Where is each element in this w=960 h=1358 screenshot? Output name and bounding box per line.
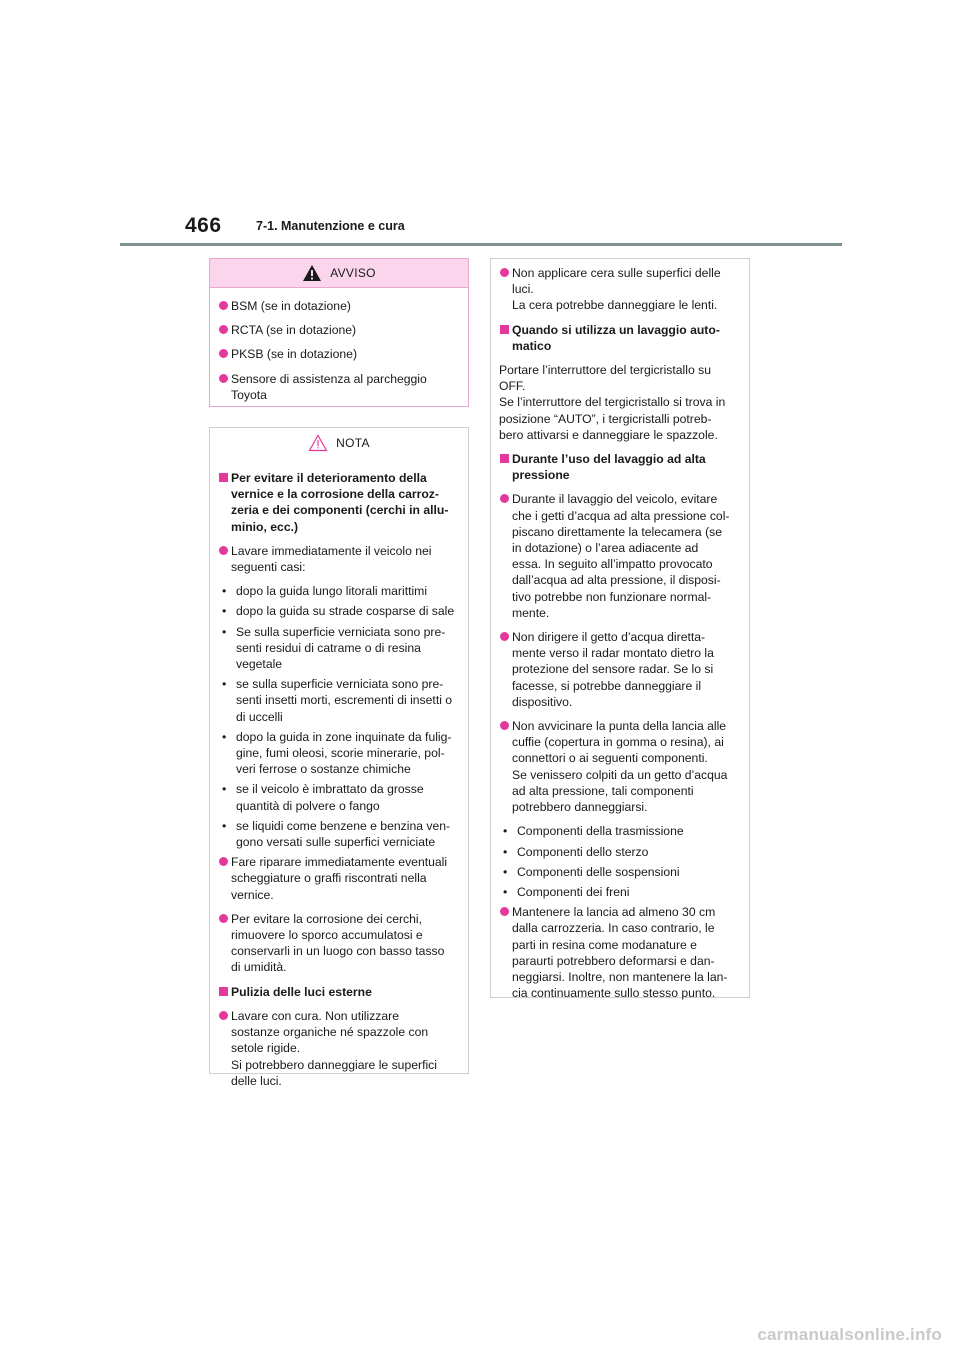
text-line: • dopo la guida su strade cosparse di sale — [236, 604, 455, 619]
text-line: Non dirigere il getto d’acqua diretta- — [512, 630, 706, 645]
text-line: setole rigide. — [231, 1041, 301, 1056]
text-line: Non applicare cera sulle superfici delle — [512, 266, 721, 280]
list-item — [499, 844, 739, 860]
text-line: La cera potrebbe danneggiare le lenti. — [512, 298, 718, 313]
section-heading — [218, 470, 458, 535]
text-line: Portare l’interruttore del tergicristallo su — [499, 363, 712, 378]
text-line: Durante l’uso del lavaggio ad alta — [512, 452, 706, 467]
text-line: senti insetti morti, escrementi di insetti o — [236, 693, 453, 708]
text-line: veri ferrose o sostanze chimiche — [236, 762, 411, 777]
text-line: • Se sulla superficie verniciata sono pre- — [236, 624, 446, 639]
text-line: RCTA (se in dotazione) — [231, 323, 357, 338]
text-line: • Componenti dei freni — [517, 884, 630, 899]
text-line: Fare riparare immediatamente eventuali — [231, 855, 448, 870]
note-box-right-body — [491, 259, 749, 1015]
text-line: essa. In seguito all’impatto provocato — [512, 557, 713, 572]
list-item — [218, 781, 458, 813]
list-item — [218, 624, 458, 673]
text-line: • dopo la guida lungo litorali marittimi — [236, 584, 428, 599]
text-line: vegetale — [236, 657, 283, 672]
list-item — [218, 583, 458, 599]
text-line: Sensore di assistenza al parcheggio — [231, 371, 427, 386]
text-line: facesse, si potrebbe danneggiare il — [512, 678, 702, 693]
list-item — [218, 346, 458, 362]
text-line: zeria e dei componenti (cerchi in allu- — [231, 503, 449, 518]
text-line: connettori o ai seguenti componenti. — [512, 751, 708, 766]
text-line: Lavare con cura. Non utilizzare — [231, 1008, 400, 1023]
list-item — [499, 718, 739, 815]
text-line: cuffie (copertura in gomma o resina), ai — [512, 735, 724, 750]
text-line: Si potrebbero danneggiare le superfici — [231, 1057, 437, 1072]
list-item — [499, 823, 739, 839]
list-item — [499, 904, 739, 1001]
text-line: Mantenere la lancia ad almeno 30 cm — [512, 905, 716, 920]
text-line: di uccelli — [236, 709, 283, 724]
list-item — [499, 491, 739, 621]
text-line: Per evitare il deterioramento della — [231, 471, 427, 485]
text-line: gine, fumi oleosi, scorie minerarie, pol- — [236, 746, 445, 761]
text-line: • se sulla superficie verniciata sono pre- — [236, 677, 444, 692]
text-line: • Componenti delle sospensioni — [517, 864, 680, 879]
section-heading — [499, 451, 739, 483]
list-item — [499, 884, 739, 900]
text-line: che i getti d’acqua ad alta pressione col- — [512, 508, 730, 523]
text-line: PKSB (se in dotazione) — [231, 347, 358, 362]
warning-box-body — [210, 288, 468, 417]
text-line: dall’acqua ad alta pressione, il disposi- — [512, 573, 721, 588]
page-number: 466 — [185, 214, 222, 237]
list-item — [499, 265, 739, 314]
text-line: pressione — [512, 468, 570, 483]
text-line: neggiarsi. Inoltre, non mantenere la lan- — [512, 969, 728, 984]
list-item — [218, 911, 458, 976]
text-line: mente verso il radar montato dietro la — [512, 646, 714, 661]
text-line: seguenti casi: — [231, 560, 306, 575]
list-item — [499, 864, 739, 880]
text-line: Lavare immediatamente il veicolo nei — [231, 543, 432, 558]
text-line: rimuovere lo sporco accumulatosi e — [231, 928, 423, 943]
text-line: tivo potrebbe non funzionare normal- — [512, 589, 712, 604]
warning-triangle-icon — [302, 264, 322, 282]
caution-triangle-icon — [308, 434, 328, 452]
list-item — [218, 298, 458, 314]
text-line: cia continuamente sullo stesso punto. — [512, 986, 716, 1001]
text-line: Durante il lavaggio del veicolo, evitare — [512, 492, 718, 507]
text-line: parti in resina come modanature e — [512, 937, 697, 952]
text-line: scheggiature o graffi riscontrati nella — [231, 871, 427, 886]
list-item — [218, 322, 458, 338]
text-line: luci. — [512, 282, 534, 297]
note-box-title: NOTA — [336, 436, 370, 450]
text-line: vernice. — [231, 887, 274, 902]
text-line: di umidità. — [231, 960, 287, 975]
text-line: Se venissero colpiti da un getto d’acqua — [512, 767, 728, 782]
list-item — [218, 676, 458, 725]
section-heading — [218, 984, 458, 1000]
text-line: delle luci. — [231, 1073, 282, 1088]
text-line: posizione “AUTO”, i tergicristalli potreb- — [499, 411, 712, 426]
text-line: Se l’interruttore del tergicristallo si trova in — [499, 395, 726, 410]
text-line: • se liquidi come benzene e benzina ven- — [236, 818, 451, 833]
text-line: piscano direttamente la telecamera (se — [512, 524, 723, 539]
section-title: 7-1. Manutenzione e cura — [256, 219, 405, 233]
text-line: matico — [512, 338, 552, 353]
text-line: Toyota — [231, 387, 267, 402]
text-line: conservarli in un luogo con basso tasso — [231, 944, 445, 959]
text-line: • Componenti dello sterzo — [517, 844, 649, 859]
text-line: Per evitare la corrosione dei cerchi, — [231, 911, 423, 926]
list-item — [218, 729, 458, 778]
text-line: protezione del sensore radar. Se lo si — [512, 662, 714, 677]
text-line: BSM (se in dotazione) — [231, 299, 351, 313]
text-line: paraurti potrebbero deformarsi e dan- — [512, 953, 715, 968]
text-line: • se il veicolo è imbrattato da grosse — [236, 782, 424, 797]
text-line: senti residui di catrame o di resina — [236, 640, 421, 655]
text-line: mente. — [512, 605, 550, 620]
text-line: vernice e la corrosione della carroz- — [231, 487, 439, 502]
header-rule — [120, 243, 842, 246]
section-heading — [499, 322, 739, 354]
note-box-left — [209, 427, 469, 1088]
note-box-header — [210, 428, 468, 458]
list-item — [499, 629, 739, 710]
text-line: gono versati sulle superfici verniciate — [236, 835, 436, 850]
footer-watermark: carmanualsonline.info — [757, 1325, 942, 1344]
text-line: in dotazione) o l’area adiacente ad — [512, 541, 699, 556]
warning-box-title: AVVISO — [330, 266, 376, 280]
text-line: Pulizia delle luci esterne — [231, 984, 372, 999]
text-line: minio, ecc.) — [231, 519, 299, 534]
list-item — [218, 854, 458, 903]
list-item — [218, 1008, 458, 1089]
list-item — [499, 362, 739, 443]
text-line: sostanze organiche né spazzole con — [231, 1025, 429, 1040]
text-line: quantità di polvere o fango — [236, 798, 380, 813]
text-line: ad alta pressione, tali componenti — [512, 783, 694, 798]
text-line: • Componenti della trasmissione — [517, 824, 684, 839]
warning-box — [209, 258, 469, 407]
text-line: OFF. — [499, 379, 526, 394]
text-line: dalla carrozzeria. In caso contrario, le — [512, 921, 715, 936]
list-item — [218, 818, 458, 850]
text-line: • dopo la guida in zone inquinate da fulig- — [236, 729, 452, 744]
list-item — [218, 603, 458, 619]
text-line: potrebbero danneggiarsi. — [512, 800, 648, 815]
note-box-left-body — [210, 458, 468, 1103]
note-box-right — [490, 258, 750, 1001]
list-item — [218, 543, 458, 575]
text-line: dispositivo. — [512, 694, 573, 709]
warning-box-header — [210, 259, 468, 288]
text-line: Non avvicinare la punta della lancia alle — [512, 719, 727, 734]
text-line: bero attivarsi e danneggiare le spazzole. — [499, 427, 718, 442]
text-line: Quando si utilizza un lavaggio auto- — [512, 322, 720, 337]
list-item — [218, 371, 458, 403]
